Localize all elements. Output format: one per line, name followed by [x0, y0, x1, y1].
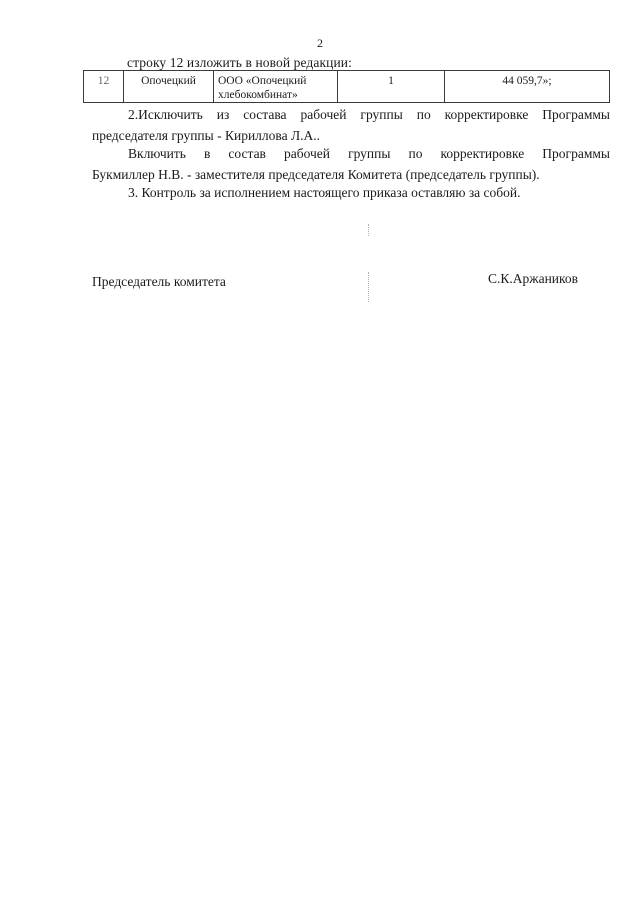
signature-name: С.К.Аржаников	[488, 271, 579, 286]
program-table	[83, 70, 610, 103]
cell-sum: 44 059,7»;	[445, 71, 610, 103]
intro-text: строку 12 изложить в новой редакции:	[127, 55, 352, 70]
paragraph-include-line1: Включить в состав рабочей группы по корректировке Программы	[128, 146, 610, 161]
scan-artifact	[368, 224, 370, 236]
cell-row-number: 12	[84, 71, 124, 103]
scan-artifact	[368, 272, 370, 302]
paragraph-exclude-line1: 2.Исключить из состава рабочей группы по корректировке Программы	[128, 107, 610, 122]
paragraph-include-line2: Букмиллер Н.В. - заместителя председателя Комитета (председатель группы).	[92, 167, 540, 182]
paragraph-include	[92, 143, 610, 185]
paragraph-exclude	[92, 104, 610, 146]
paragraph-control: 3. Контроль за исполнением настоящего приказа оставляю за собой.	[128, 185, 521, 200]
table-row	[84, 71, 610, 103]
signature-title: Председатель комитета	[92, 274, 226, 289]
page-number: 2	[317, 36, 323, 50]
paragraph-exclude-line2: председателя группы - Кириллова Л.А..	[92, 128, 320, 143]
cell-count: 1	[338, 71, 445, 103]
cell-organization: ООО «Опочецкий хлебокомбинат»	[214, 71, 338, 103]
cell-district: Опочецкий	[124, 71, 214, 103]
